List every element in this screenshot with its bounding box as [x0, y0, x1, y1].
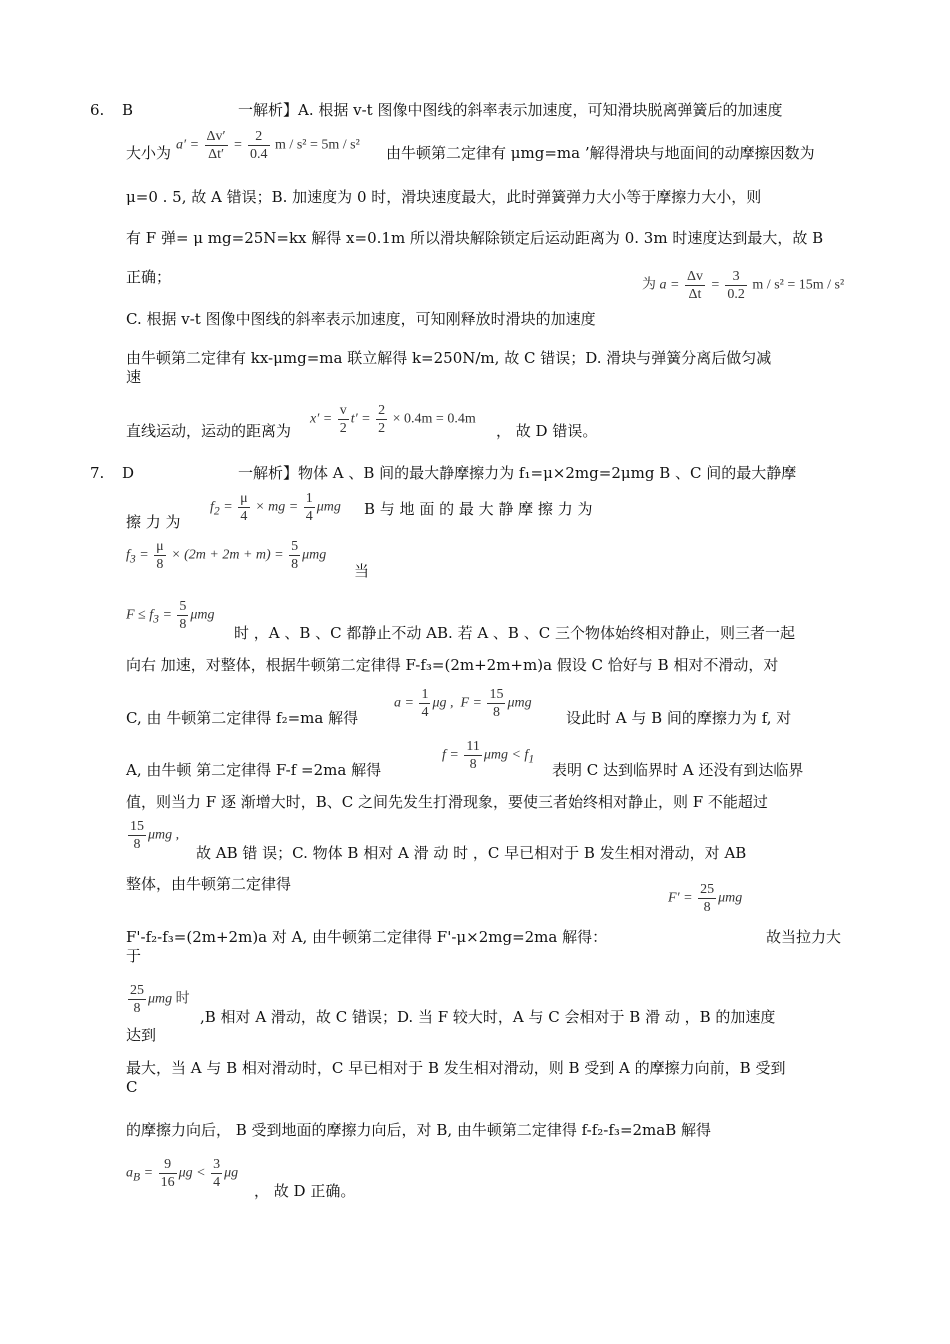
q7-line-11: F'-f₂-f₃=(2m+2m)a 对 A, 由牛顿第二定律得 F'-μ×2mg=2ma 解得：	[126, 928, 608, 946]
q7-line-4b: 时 ，A 、B 、C 都静止不动 AB. 若 A 、B 、C 三个物体始终相对静止，则三者一起	[234, 624, 795, 642]
q7-line-9b: 故 AB 错 误；C. 物体 B 相对 A 滑 动 时 ，C 早已相对于 B 发生相对滑动，对 AB	[196, 844, 747, 862]
q7-eq-25: $\frac{25}{8}$ μmg 时	[130, 983, 190, 1016]
q7-line-11c: 故当拉力大	[766, 928, 842, 946]
q6-eq-a2: 为 a = $\frac{\Delta v}{\Delta t}$ = $\frac{3}{0.2}$ m / s² = 15m / s²	[642, 269, 845, 302]
q7-eq-Fle: $F \le f_3$ = $\frac{5}{8}$ μmg	[126, 599, 215, 632]
q6-line-2b: 由牛顿第二定律有 μmg=ma ’解得滑块与地面间的动摩擦因数为	[386, 144, 815, 162]
q7-line-14: 的摩擦力向后， B 受到地面的摩擦力向后，对 B, 由牛顿第二定律得 f-f₂-f₃=2maB 解得	[126, 1121, 712, 1139]
q7-eq-f2: $f_2$ = $\frac{\mu}{4}$ × mg = $\frac{1}{4}$ μmg	[210, 491, 341, 524]
q7-line-6b: 设此时 A 与 B 间的摩擦力为 f, 对	[566, 709, 792, 727]
q7-line-7b: 表明 C 达到临界时 A 还没有到达临界	[552, 761, 804, 779]
q6-line-8b: ， 故 D 错误。	[496, 422, 598, 440]
q6-line-5: 正确；	[126, 268, 172, 286]
q7-eq-a: a = $\frac{1}{4}$ μg , F = $\frac{15}{8}$ μmg	[394, 687, 532, 720]
q7-eq-f3: $f_3$ = $\frac{\mu}{8}$ × (2m + 2m + m) = $\frac{5}{8}$ μmg	[126, 539, 327, 572]
q7-line-2b: B 与 地 面 的 最 大 静 摩 擦 力 为	[364, 500, 593, 518]
q7-line-6a: C, 由 牛顿第二定律得 f₂=ma 解得	[126, 709, 359, 727]
question-6-number: 6.	[90, 101, 105, 119]
q7-eq-aB: $a_B$ = $\frac{9}{16}$ μg < $\frac{3}{4}$ μg	[126, 1157, 239, 1190]
q7-line-12b: ,B 相对 A 滑动，故 C 错误；D. 当 F 较大时，A 与 C 会相对于 B 滑 动 ，B 的加速度	[200, 1008, 776, 1026]
q7-line-5: 向右 加速，对整体，根据牛顿第二定律得 F-f₃=(2m+2m+m)a 假设 C 恰好与 B 相对不滑动，对	[126, 656, 779, 674]
question-7-answer: D	[122, 464, 135, 482]
q6-line-7: 由牛顿第二定律有 kx-μmg=ma 联立解得 k=250N/m, 故 C 错误；D. 滑块与弹簧分离后做匀减	[126, 349, 772, 367]
question-7-number: 7.	[90, 464, 105, 482]
q6-line-1: 一解析】A. 根据 v-t 图像中图线的斜率表示加速度，可知滑块脱离弹簧后的加速度	[238, 101, 783, 119]
q7-line-7a: A, 由牛顿 第二定律得 F-f =2ma 解得	[126, 761, 382, 779]
q7-line-13b: C	[126, 1078, 138, 1096]
q7-eq-15: $\frac{15}{8}$ μmg ,	[130, 819, 180, 852]
q6-line-2a: 大小为	[126, 144, 172, 162]
q7-eq-Fp: F′ = $\frac{25}{8}$ μmg	[668, 882, 743, 915]
q7-line-15b: ， 故 D 正确。	[254, 1182, 356, 1200]
q6-eq-x: x′ = $\frac{v}{2}$ t′ = $\frac{2}{2}$ × 0.4m = 0.4m	[310, 403, 476, 436]
q7-line-2a: 擦 力 为	[126, 513, 181, 531]
question-6-answer: B	[122, 101, 134, 119]
q7-line-1: 一解析】物体 A 、B 间的最大静摩擦力为 f₁=μ×2mg=2μmg B 、C 间的最大静摩	[238, 464, 797, 482]
q6-eq-a2-prefix: 为	[642, 277, 656, 293]
q7-line-11d: 于	[126, 947, 142, 965]
q6-line-7b: 速	[126, 368, 142, 386]
q7-line-13: 最大，当 A 与 B 相对滑动时，C 早已相对于 B 发生相对滑动，则 B 受到 A 的摩擦力向前，B 受到	[126, 1059, 786, 1077]
q7-line-10: 整体，由牛顿第二定律得	[126, 875, 292, 893]
q7-line-12c: 达到	[126, 1026, 157, 1044]
q7-line-8: 值，则当力 F 逐 渐增大时，B、C 之间先发生打滑现象，要使三者始终相对静止，则 F 不能超过	[126, 793, 768, 811]
q6-eq-a1: a′ = $\frac{\Delta v'}{\Delta t'}$ = $\frac{2}{0.4}$ m / s² = 5m / s²	[176, 129, 360, 162]
q6-line-8a: 直线运动，运动的距离为	[126, 422, 292, 440]
q7-eq-f: f = $\frac{11}{8}$ $\mu mg < f_1$	[442, 739, 535, 772]
q6-line-4: 有 F 弹= μ mg=25N=kx 解得 x=0.1m 所以滑块解除锁定后运动距离为 0. 3m 时速度达到最大，故 B	[126, 229, 824, 247]
q6-line-6: C. 根据 v-t 图像中图线的斜率表示加速度，可知刚释放时滑块的加速度	[126, 310, 596, 328]
q7-line-3b: 当	[354, 562, 370, 580]
q6-line-3: μ=0 . 5, 故 A 错误；B. 加速度为 0 时，滑块速度最大，此时弹簧弹力大小等于摩擦力大小，则	[126, 188, 762, 206]
